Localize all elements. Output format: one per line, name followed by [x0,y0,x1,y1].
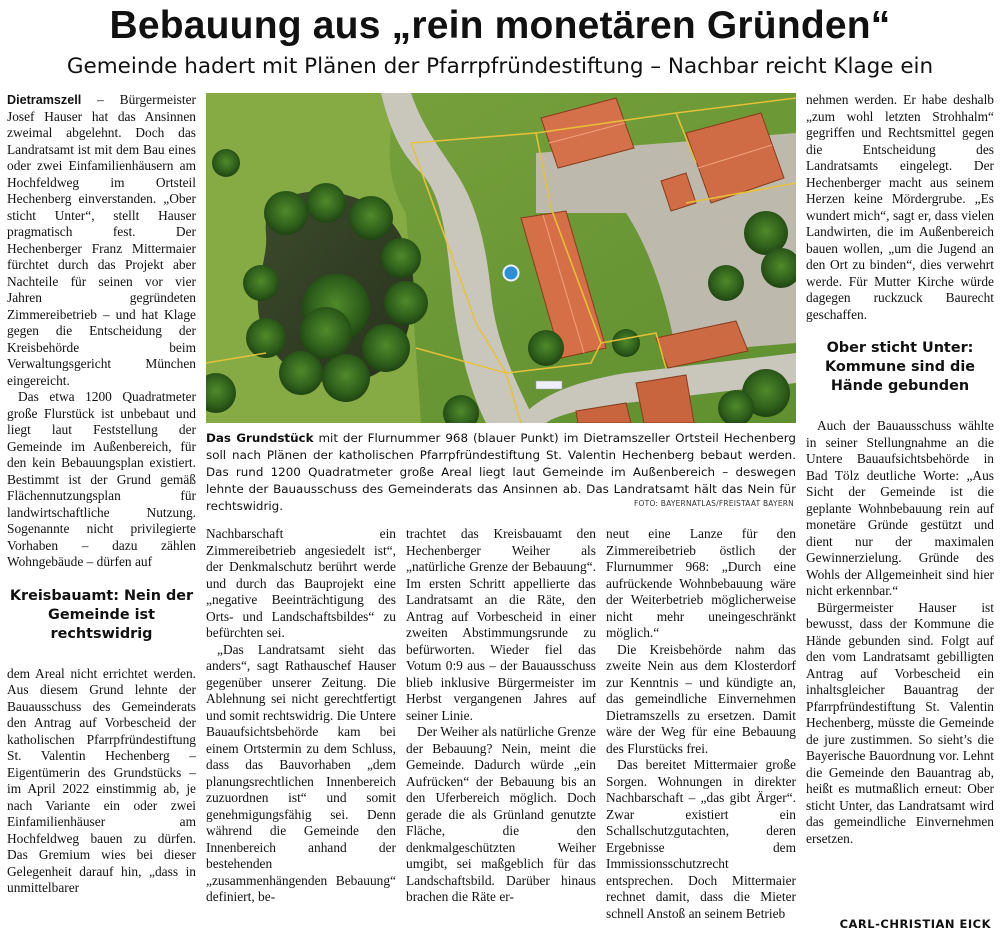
paragraph: Der Weiher als natürliche Grenze der Bebauung? Nein, meint die Gemeinde. Dadurch würde „ein Aufrücken“ der Bebauung bis an den Uferbereich möglich. Doch gerade die als Grünland genutzte Fläche, die den denkmalgeschützten Weiher umgibt, sei maßgeblich für das Landschaftsbild. Darüber hinaus brachen die Räte er- [406,724,596,904]
aerial-map-image [206,93,796,423]
author-byline: CARL-CHRISTIAN EICK [839,917,991,931]
subheading: Ober sticht Unter: Kommune sind die Hände gebunden [824,340,976,394]
paragraph: trachtet das Kreisbauamt den Hechenberger Weiher als „natürliche Grenze der Bebauung“. Im ersten Schritt appellierte das Landratsamt an die Räte, den Antrag auf Vorbescheid in einer zweiten Abstimmungsrunde zu befürworten. Wieder fiel das Votum 0:9 aus – der Bauausschuss blieb inklusive Bürgermeister im Herbst vergangenen Jahres auf seiner Linie. [406,526,596,723]
dateline: Dietramszell [7,93,82,107]
paragraph: „Das Landratsamt sieht das anders“, sagt Rathauschef Hauser gegenüber unserer Zeitung. Die Ablehnung sei nicht gerechtfertigt und somit rechtswidrig. Die Untere Bauaufsichtsbehörde kam bei einem Ortstermin zu dem Schluss, dass das Bauvorhaben „dem planungsrechtlichen Innenbereich zuzuordnen ist“ und somit genehmigungsfähig sei. Denn während die Gemeinde den Innenbereich anhand der bestehenden „zusammenhängenden Bebauung“ definiert, be- [206,641,396,904]
column-5 [806,92,994,847]
paragraph: neut eine Lanze für den Zimmereibetrieb östlich der Flurnummer 968: „Durch eine aufrückende Wohnbebauung wäre der Weiterbetrieb möglicherweise nicht mehr uneingeschränkt möglich.“ [606,526,796,640]
paragraph: Bürgermeister Hauser ist bewusst, dass der Kommune die Hände gebunden sind. Folgt auf den vom Landratsamt gebilligten Antrag auf Vorbescheid ein inhaltsgleicher Bauantrag der Pfarrpfründestiftung St. Valentin Hechenberg, müsste die Gemeinde de jure zustimmen. So sieht’s die Bayerische Bauordnung vor. Lehnt die Gemeinde den Bauantrag ab, heißt es mutmaßlich erneut: Ober sticht Unter, das Landratsamt wird das gemeindliche Einvernehmen ersetzen. [806,599,994,846]
subheadline: Gemeinde hadert mit Plänen der Pfarrpfründestiftung – Nachbar reicht Klage ein [66,54,934,79]
caption-lead: Das Grundstück [206,431,314,445]
paragraph [7,92,196,389]
paragraph: Das bereitet Mittermaier große Sorgen. Wohnungen in direkter Nachbarschaft – „das gibt Ärger“. Zwar existiert ein Schallschutzgutachten, deren Ergebnisse dem Immissionsschutzrecht entsprechen. Doch Mittermaier rechnet damit, dass die Mieter schnell Anstoß an seinem Betrieb [606,757,796,921]
photo-credit: FOTO: BAYERNATLAS/FREISTAAT BAYERN [634,499,794,508]
column-2 [206,526,396,906]
paragraph: dem Areal nicht errichtet werden. Aus diesem Grund lehnte der Bauausschuss des Gemeinderats den Antrag auf Vorbescheid der katholischen Pfarrpfründestiftung St. Valentin Hechenberg – Eigentümerin des Grundstücks – im April 2022 einstimmig ab, je nach Variante ein oder zwei Einfamilienhäuser am Hochfeldweg bauen zu dürfen. Das Gremium wies bei dieser Gelegenheit darauf hin, „dass in unmittelbarer [7,665,196,895]
paragraph: Auch der Bauausschuss wählte in seiner Stellungnahme an die Untere Bauaufsichtsbehörde in Bad Tölz deutliche Worte: „Aus Sicht der Gemeinde ist die geplante Wohnbebauung rein auf monetäre Gründe gestützt und dient nur der maximalen Gewinnerzielung. Gründe des Wohls der Allgemeinheit sind hier nicht erkennbar.“ [806,418,994,598]
parcel-marker [504,266,519,281]
subheading: Kreisbauamt: Nein der Gemeinde ist rechtswidrig [9,587,194,642]
column-3 [406,526,596,906]
column-4 [606,526,796,922]
paragraph: Das etwa 1200 Quadratmeter große Flurstück ist unbebaut und liegt laut Feststellung der Gemeinde im Außenbereich, für den kein Bebauungsplan existiert. Bestimmt ist der Grund gemäß Flächennutzungsplan für landwirtschaftliche Nutzung. Sogenannte nicht privilegierte Vorhaben – dazu zählen Wohngebäude – dürfen auf [7,389,196,569]
column-1 [7,92,196,897]
aerial-photo [206,93,796,423]
headline: Bebauung aus „rein monetären Gründen“ [109,4,891,47]
paragraph: nehmen werden. Er habe deshalb „zum wohl letzten Strohhalm“ gegriffen und Rechtsmittel gegen die Entscheidung des Landratsamts eingelegt. Der Hechenberger macht aus seinem Herzen keine Mördergrube. „Es wundert mich“, sagt er, dass vielen Landwirten, die im Außenbereich bauen wollen, „um die Jugend an den Ort zu binden“, dies verwehrt werde. Für Mutter Kirche würde dagegen ruckzuck Baurecht geschaffen. [806,92,994,322]
paragraph-text: – Bürgermeister Josef Hauser hat das Ansinnen zweimal abgelehnt. Doch das Landratsamt ist mit dem Bau eines oder zwei Einfamilienhäusern am Hochfeldweg im Ortsteil Hechenberg einverstanden. „Ober sticht Unter“, stellt Hauser pragmatisch fest. Der Hechenberger Franz Mittermaier fürchtet durch das Projekt aber Nachteile für seinen vor vier Jahren gegründeten Zimmereibetrieb – und hat Klage gegen die Entscheidung der Kreisbehörde beim Verwaltungsgericht München eingereicht. [7,92,196,388]
paragraph: Die Kreisbehörde nahm das zweite Nein aus dem Klosterdorf zur Kenntnis – und kündigte an, das gemeindliche Einvernehmen Dietramszells zu ersetzen. Damit wäre der Weg für eine Bebauung des Flurstücks frei. [606,641,796,756]
paragraph: Nachbarschaft ein Zimmereibetrieb angesiedelt ist“, der Denkmalschutz berührt werde und durch das Bauprojekt eine „negative Beeinträchtigung des Orts- und Landschaftsbildes“ zu befürchten sei. [206,526,396,640]
caption-text: mit der Flurnummer 968 (blauer Punkt) im Dietramszeller Ortsteil Hechenberg soll nach Plänen der katholischen Pfarrpfründestiftung St. Valentin Hechenberg bebaut werden. Das rund 1200 Quadratmeter große Areal liegt laut Gemeinde im Außenbereich – deswegen lehnte der Bauausschuss des Gemeinderats das Ansinnen ab. Das Landratsamt hält das Nein für rechtswidrig. [206,431,796,513]
